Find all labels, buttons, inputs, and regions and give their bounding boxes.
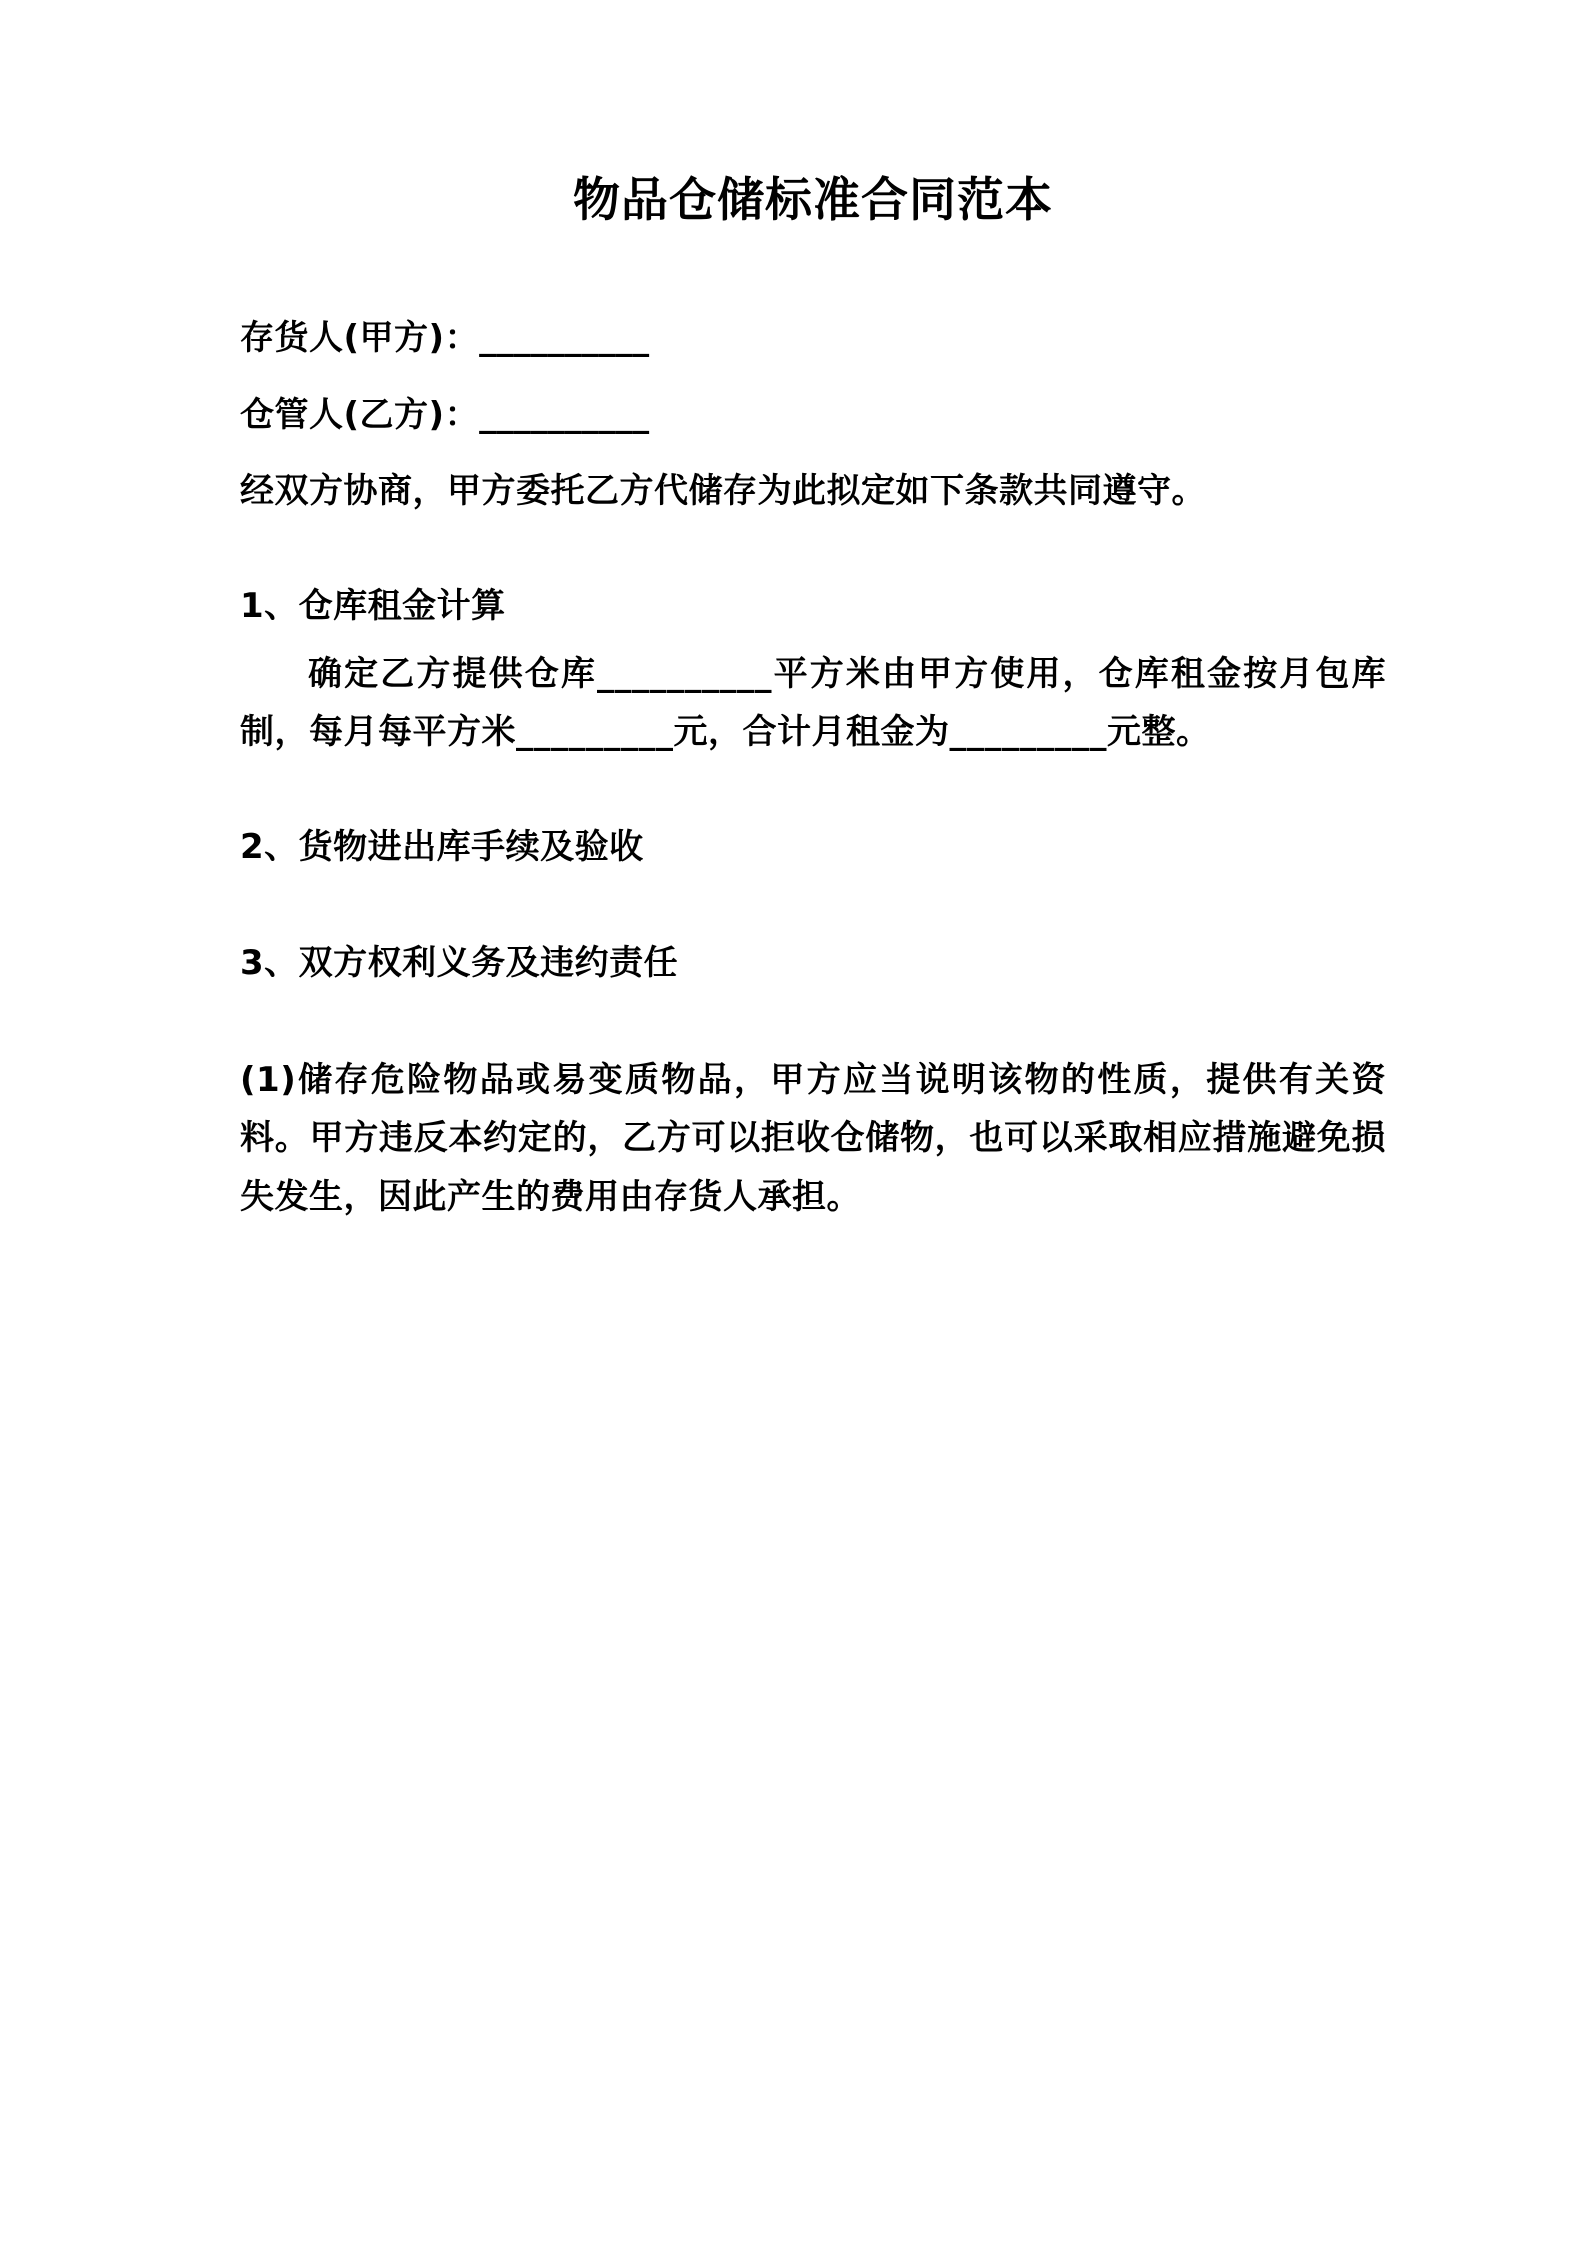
spacer xyxy=(240,1003,1386,1051)
party-label-warehouse: 仓管人(乙方)： xyxy=(240,394,480,435)
spacer xyxy=(240,886,1386,934)
spacer xyxy=(240,762,1386,818)
preamble-paragraph: 经双方协商，甲方委托乙方代储存为此拟定如下条款共同遵守。 xyxy=(240,471,1206,512)
page-title: 物品仓储标准合同范本 xyxy=(573,173,1053,228)
party-blank-consignor: __________ xyxy=(479,318,650,359)
section-heading-3: 3、双方权利义务及违约责任 xyxy=(240,943,679,984)
party-label-consignor: 存货人(甲方)： xyxy=(240,318,480,359)
section-heading-1: 1、仓库租金计算 xyxy=(240,585,506,626)
spacer xyxy=(240,521,1386,577)
party-line-warehouse xyxy=(240,386,1386,444)
section-body-1: 确定乙方提供仓库__________平方米由甲方使用，仓库租金按月包库制，每月每平方米_________元，合计月租金为_________元整。 xyxy=(240,653,1386,753)
clause-1: (1)储存危险物品或易变质物品，甲方应当说明该物的性质，提供有关资料。甲方违反本约定的，乙方可以拒收仓储物，也可以采取相应措施避免损失发生，因此产生的费用由存货人承担。 xyxy=(240,1059,1386,1217)
section-heading-2: 2、货物进出库手续及验收 xyxy=(240,826,644,867)
party-blank-warehouse: __________ xyxy=(479,394,650,435)
party-line-consignor xyxy=(240,309,1386,367)
